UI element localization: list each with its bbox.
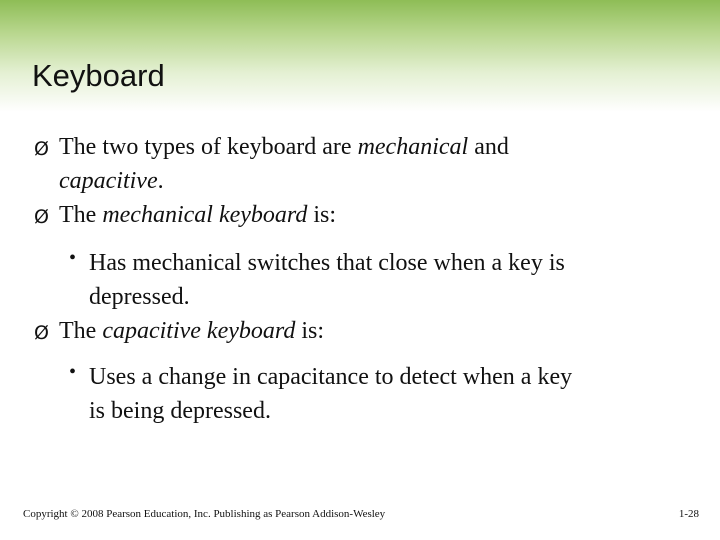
point-3-line <box>59 314 324 348</box>
dot-bullet-icon: • <box>69 361 77 383</box>
point-3-text-end: is: <box>295 318 325 344</box>
arrow-bullet-icon: Ø <box>34 138 49 160</box>
point-2-text: The <box>59 202 103 228</box>
point-1-text-and: and <box>468 134 509 160</box>
point-1-line-1 <box>59 130 509 164</box>
point-2-sub-line-1: Has mechanical switches that close when a key is <box>89 250 565 276</box>
point-1-period: . <box>157 168 164 194</box>
point-3-emphasis: capacitive keyboard <box>102 318 296 344</box>
header-gradient-band <box>0 0 720 112</box>
point-2-line <box>59 198 336 232</box>
point-1-text: The two types of keyboard are <box>59 134 358 160</box>
arrow-bullet-icon: Ø <box>34 206 49 228</box>
arrow-bullet-icon: Ø <box>34 322 49 344</box>
dot-bullet-icon: • <box>69 247 77 269</box>
footer-page-number: 1-28 <box>678 508 699 520</box>
point-1-line-2 <box>59 164 164 198</box>
point-2-text-end: is: <box>307 202 337 228</box>
point-2-sub-line-2: depressed. <box>89 284 190 310</box>
slide-title: Keyboard <box>32 58 165 93</box>
point-3-sub-line-2: is being depressed. <box>89 398 271 424</box>
point-1-emphasis-mechanical: mechanical <box>357 134 469 160</box>
point-2-emphasis: mechanical keyboard <box>102 202 308 228</box>
point-1-emphasis-capacitive: capacitive <box>59 168 158 194</box>
point-3-text: The <box>59 318 103 344</box>
point-3-sub-line-1: Uses a change in capacitance to detect when a key <box>89 364 573 390</box>
footer-copyright: Copyright © 2008 Pearson Education, Inc. Publishing as Pearson Addison-Wesley <box>23 508 386 520</box>
